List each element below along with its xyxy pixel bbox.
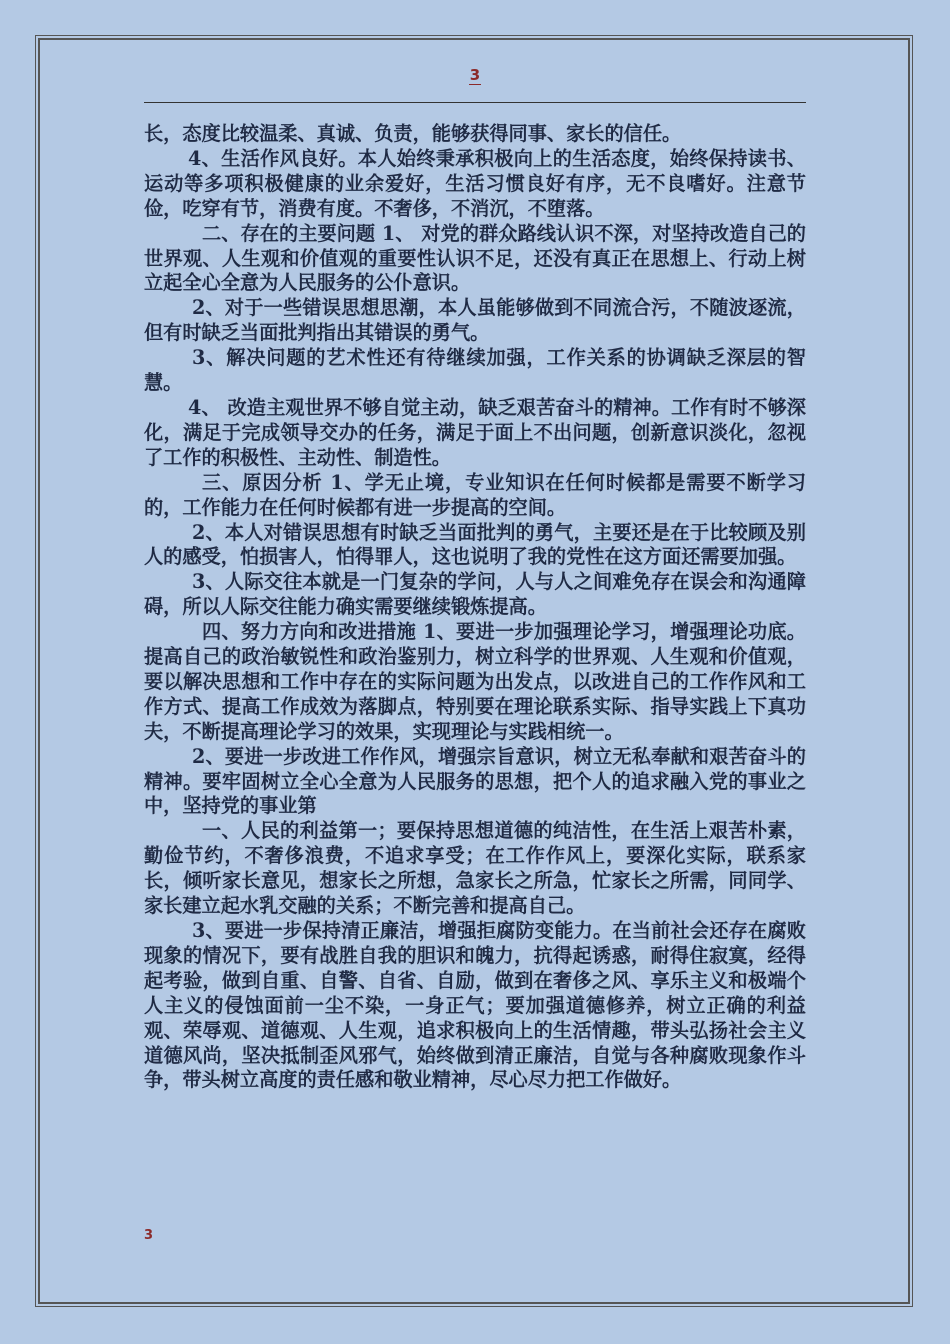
paragraph: 4、 改造主观世界不够自觉主动，缺乏艰苦奋斗的精神。工作有时不够深化，满足于完成领导交办的任务，满足于面上不出问题，创新意识淡化，忽视了工作的积极性、主动性、制造性。 — [144, 395, 806, 469]
paragraph: 2、对于一些错误思想思潮，本人虽能够做到不同流合污，不随波逐流，但有时缺乏当面批判指出其错误的勇气。 — [144, 296, 806, 345]
header-page-number: 3 — [469, 66, 481, 84]
paragraph: 2、本人对错误思想有时缺乏当面批判的勇气，主要还是在于比较顾及别人的感受，怕损害人，怕得罪人，这也说明了我的党性在这方面还需要加强。 — [144, 520, 806, 569]
header-rule — [144, 102, 806, 103]
document-body — [144, 122, 806, 1093]
paragraph: 一、人民的利益第一；要保持思想道德的纯洁性，在生活上艰苦朴素，勤俭节约，不奢侈浪费，不追求享受；在工作作风上，要深化实际，联系家长，倾听家长意见，想家长之所想，急家长之所急，忙家长之所需，同同学、家长建立起水乳交融的关系；不断完善和提高自己。 — [144, 819, 806, 918]
paragraph: 三、原因分析 1、学无止境，专业知识在任何时候都是需要不断学习的，工作能力在任何时候都有进一步提高的空间。 — [144, 470, 806, 519]
footer-page-number: 3 — [144, 1228, 154, 1243]
paragraph: 长，态度比较温柔、真诚、负责，能够获得同事、家长的信任。 — [144, 122, 682, 145]
paragraph: 3、要进一步保持清正廉洁，增强拒腐防变能力。在当前社会还存在腐败现象的情况下，要有战胜自我的胆识和魄力，抗得起诱惑，耐得住寂寞，经得起考验，做到自重、自警、自省、自励，做到在奢侈之风、享乐主义和极端个人主义的侵蚀面前一尘不染，一身正气；要加强道德修养，树立正确的利益观、荣辱观、道德观、人生观，追求积极向上的生活情趣，带头弘扬社会主义道德风尚，坚决抵制歪风邪气，始终做到清正廉洁，自觉与各种腐败现象作斗争，带头树立高度的责任感和敬业精神，尽心尽力把工作做好。 — [144, 919, 806, 1092]
paragraph: 4、生活作风良好。本人始终秉承积极向上的生活态度，始终保持读书、运动等多项积极健康的业余爱好，生活习惯良好有序，无不良嗜好。注意节俭，吃穿有节，消费有度。不奢侈，不消沉，不堕落。 — [144, 146, 806, 220]
paragraph: 四、努力方向和改进措施 1、要进一步加强理论学习，增强理论功底。提高自己的政治敏锐性和政治鉴别力，树立科学的世界观、人生观和价值观，要以解决思想和工作中存在的实际问题为出发点，以改进自己的工作作风和工作方式、提高工作成效为落脚点，特别要在理论联系实际、指导实践上下真功夫，不断提高理论学习的效果，实现理论与实践相统一。 — [144, 620, 806, 743]
paragraph: 3、人际交往本就是一门复杂的学问，人与人之间难免存在误会和沟通障碍，所以人际交往能力确实需要继续锻炼提高。 — [144, 570, 806, 619]
paragraph: 3、解决问题的艺术性还有待继续加强，工作关系的协调缺乏深层的智慧。 — [144, 346, 806, 395]
paragraph: 2、要进一步改进工作作风，增强宗旨意识，树立无私奉献和艰苦奋斗的精神。要牢固树立全心全意为人民服务的思想，把个人的追求融入党的事业之中，坚持党的事业第 — [144, 744, 806, 818]
paragraph: 二、存在的主要问题 1、 对党的群众路线认识不深，对坚持改造自己的世界观、人生观和价值观的重要性认识不足，还没有真正在思想上、行动上树立起全心全意为人民服务的公仆意识。 — [144, 221, 806, 295]
